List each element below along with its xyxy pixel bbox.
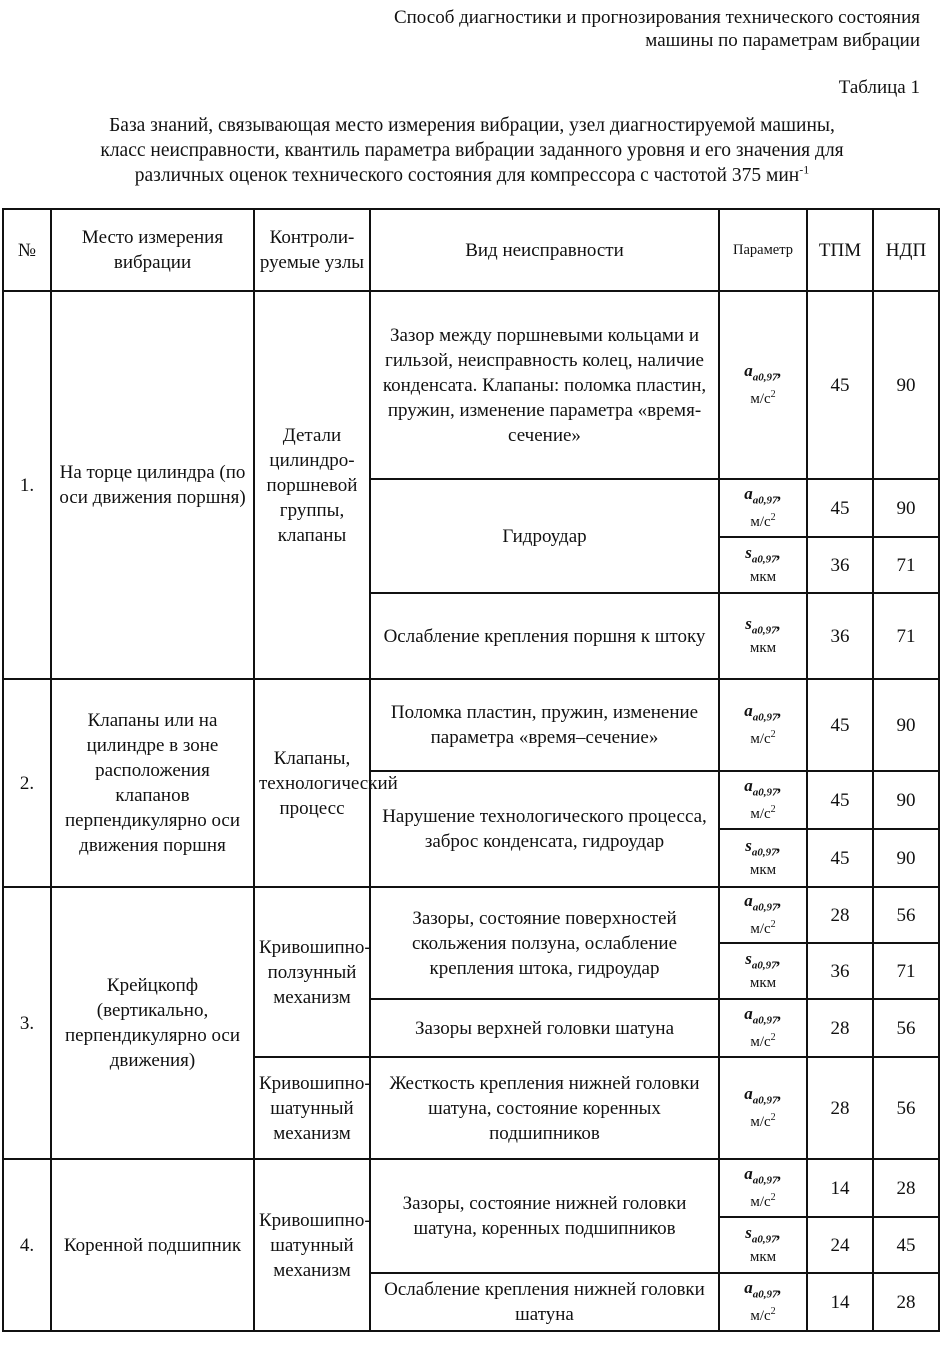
param-unit bbox=[721, 916, 805, 938]
tpm-value: 36 bbox=[807, 593, 873, 679]
param-symbol-sub: a0,97 bbox=[751, 846, 777, 859]
tpm-value: 45 bbox=[807, 291, 873, 479]
fault-type: Жесткость крепления нижней головки шатуна, состояние коренных подшипников bbox=[370, 1057, 719, 1159]
param-symbol-base: a bbox=[744, 1083, 753, 1103]
measurement-place: На торце цилиндра (по оси движения поршня) bbox=[51, 291, 254, 679]
param-symbol-sub: a0,97 bbox=[752, 901, 778, 914]
param-unit-exponent: 2 bbox=[770, 1112, 776, 1124]
param-unit-text: м/с bbox=[750, 391, 771, 408]
param-unit-text: м/с bbox=[750, 1114, 771, 1131]
table-body bbox=[3, 291, 939, 1331]
ndp-value: 71 bbox=[873, 593, 939, 679]
param-symbol-base: a bbox=[744, 483, 753, 503]
param-symbol: $a_{a0,97}$, bbox=[744, 700, 782, 724]
param-symbol-base: a bbox=[744, 1277, 753, 1297]
fault-type: Зазоры, состояние нижней головки шатуна, коренных подшипников bbox=[370, 1159, 719, 1273]
param-cell bbox=[719, 887, 807, 943]
table-row bbox=[3, 1159, 939, 1217]
param-unit bbox=[721, 1189, 805, 1211]
param-symbol-sub: a0,97 bbox=[752, 494, 778, 507]
fault-type: Нарушение технологического процесса, заброс конденсата, гидроудар bbox=[370, 771, 719, 887]
fault-type: Гидроудар bbox=[370, 479, 719, 593]
fault-type: Зазор между поршневыми кольцами и гильзой, неисправность колец, наличие конденсата. Клапаны: поломка пластин, пружин, изменение параметра «время-сечение» bbox=[370, 291, 719, 479]
param-unit-exponent: 2 bbox=[770, 729, 776, 741]
tpm-value: 45 bbox=[807, 679, 873, 771]
param-symbol-sub: a0,97 bbox=[751, 553, 777, 566]
controlled-unit: Кривошипно-ползунный механизм bbox=[254, 887, 370, 1057]
document-title-line1: Способ диагностики и прогнозирования технического состояния bbox=[393, 7, 920, 28]
ndp-value: 90 bbox=[873, 829, 939, 887]
tpm-value: 45 bbox=[807, 479, 873, 537]
tpm-value: 36 bbox=[807, 943, 873, 999]
ndp-value: 90 bbox=[873, 479, 939, 537]
param-unit bbox=[721, 509, 805, 531]
param-unit-exponent: 2 bbox=[770, 1032, 776, 1044]
param-symbol-base: a bbox=[744, 700, 753, 720]
controlled-unit: Детали цилиндро-поршневой группы, клапаны bbox=[254, 291, 370, 679]
ndp-value: 90 bbox=[873, 291, 939, 479]
row-number: 1. bbox=[3, 291, 51, 679]
param-unit bbox=[721, 640, 805, 657]
param-unit bbox=[721, 975, 805, 992]
param-cell bbox=[719, 829, 807, 887]
col-header-param: Параметр bbox=[719, 209, 807, 291]
param-symbol: $a_{a0,97}$, bbox=[744, 483, 782, 507]
param-unit-text: м/с bbox=[750, 731, 771, 748]
param-symbol-base: s bbox=[745, 1223, 752, 1243]
knowledge-base-table bbox=[2, 208, 940, 1332]
fault-type: Ослабление крепления поршня к штоку bbox=[370, 593, 719, 679]
fault-type: Поломка пластин, пружин, изменение параметра «время–сечение» bbox=[370, 679, 719, 771]
param-symbol-base: a bbox=[744, 1163, 753, 1183]
ndp-value: 28 bbox=[873, 1159, 939, 1217]
param-unit-text: мкм bbox=[749, 639, 777, 656]
ndp-value: 28 bbox=[873, 1273, 939, 1331]
row-number: 4. bbox=[3, 1159, 51, 1331]
caption-line3-text: различных оценок технического состояния для компрессора с частотой 375 мин bbox=[134, 165, 800, 186]
ndp-value: 45 bbox=[873, 1217, 939, 1273]
param-symbol-sub: a0,97 bbox=[752, 1288, 778, 1301]
caption-exponent: -1 bbox=[799, 162, 810, 177]
table-label: Таблица 1 bbox=[838, 77, 920, 98]
fault-type: Зазоры верхней головки шатуна bbox=[370, 999, 719, 1057]
param-unit-text: мкм bbox=[749, 974, 777, 991]
param-symbol: $a_{a0,97}$, bbox=[744, 360, 782, 384]
param-symbol-base: s bbox=[745, 543, 752, 563]
measurement-place: Крейцкопф (вертикально, перпендикулярно оси движения) bbox=[51, 887, 254, 1159]
param-unit-exponent: 2 bbox=[770, 919, 776, 931]
col-header-place: Место измерения вибрации bbox=[51, 209, 254, 291]
param-symbol-sub: a0,97 bbox=[752, 1094, 778, 1107]
param-symbol: $a_{a0,97}$, bbox=[744, 775, 782, 799]
caption-line3 bbox=[20, 163, 924, 188]
param-unit-exponent: 2 bbox=[770, 1306, 776, 1318]
row-number: 2. bbox=[3, 679, 51, 887]
param-symbol: $s_{a0,97}$, bbox=[745, 543, 781, 566]
table-row bbox=[3, 291, 939, 479]
tpm-value: 14 bbox=[807, 1159, 873, 1217]
param-symbol-sub: a0,97 bbox=[752, 371, 778, 384]
caption-line1: База знаний, связывающая место измерения вибрации, узел диагностируемой машины, bbox=[109, 115, 835, 136]
param-symbol-base: a bbox=[744, 1003, 753, 1023]
param-cell bbox=[719, 291, 807, 479]
param-symbol-base: a bbox=[744, 890, 753, 910]
param-symbol: $s_{a0,97}$, bbox=[745, 1223, 781, 1246]
param-unit-exponent: 2 bbox=[770, 389, 776, 401]
param-unit bbox=[721, 386, 805, 408]
param-symbol-sub: a0,97 bbox=[752, 786, 778, 799]
param-symbol-sub: a0,97 bbox=[752, 711, 778, 724]
param-unit bbox=[721, 1109, 805, 1131]
param-cell bbox=[719, 1217, 807, 1273]
param-cell bbox=[719, 943, 807, 999]
param-symbol: $a_{a0,97}$, bbox=[744, 1083, 782, 1107]
tpm-value: 28 bbox=[807, 887, 873, 943]
controlled-unit: Кривошипно-шатунный механизм bbox=[254, 1057, 370, 1159]
param-unit bbox=[721, 862, 805, 879]
param-symbol-sub: a0,97 bbox=[751, 1233, 777, 1246]
tpm-value: 28 bbox=[807, 1057, 873, 1159]
param-cell bbox=[719, 679, 807, 771]
param-unit-text: м/с bbox=[750, 1308, 771, 1325]
param-cell bbox=[719, 1273, 807, 1331]
tpm-value: 45 bbox=[807, 771, 873, 829]
ndp-value: 90 bbox=[873, 679, 939, 771]
param-cell bbox=[719, 593, 807, 679]
param-cell bbox=[719, 537, 807, 593]
tpm-value: 24 bbox=[807, 1217, 873, 1273]
param-symbol-base: s bbox=[745, 836, 752, 856]
caption-line2: класс неисправности, квантиль параметра вибрации заданного уровня и его значения для bbox=[100, 140, 844, 161]
param-symbol: $a_{a0,97}$, bbox=[744, 890, 782, 914]
param-unit-text: м/с bbox=[750, 1034, 771, 1051]
fault-type: Ослабление крепления нижней головки шатуна bbox=[370, 1273, 719, 1331]
col-header-tpm: ТПМ bbox=[807, 209, 873, 291]
param-unit-text: м/с bbox=[750, 806, 771, 823]
param-cell bbox=[719, 771, 807, 829]
document-title bbox=[220, 6, 920, 52]
col-header-num: № bbox=[3, 209, 51, 291]
param-cell bbox=[719, 999, 807, 1057]
tpm-value: 45 bbox=[807, 829, 873, 887]
table-row bbox=[3, 679, 939, 771]
param-unit bbox=[721, 726, 805, 748]
tpm-value: 14 bbox=[807, 1273, 873, 1331]
ndp-value: 90 bbox=[873, 771, 939, 829]
param-symbol-sub: a0,97 bbox=[752, 1174, 778, 1187]
ndp-value: 56 bbox=[873, 999, 939, 1057]
table-caption bbox=[20, 113, 924, 188]
param-symbol-sub: a0,97 bbox=[751, 959, 777, 972]
measurement-place: Коренной подшипник bbox=[51, 1159, 254, 1331]
param-unit-text: м/с bbox=[750, 514, 771, 531]
param-symbol-base: a bbox=[744, 775, 753, 795]
param-unit-exponent: 2 bbox=[770, 1192, 776, 1204]
param-cell bbox=[719, 1159, 807, 1217]
param-symbol-base: s bbox=[745, 949, 752, 969]
param-symbol: $s_{a0,97}$, bbox=[745, 836, 781, 859]
param-symbol-sub: a0,97 bbox=[751, 624, 777, 637]
param-cell bbox=[719, 1057, 807, 1159]
param-unit-text: м/с bbox=[750, 921, 771, 938]
param-unit bbox=[721, 801, 805, 823]
param-unit-exponent: 2 bbox=[770, 804, 776, 816]
param-unit-exponent: 2 bbox=[770, 512, 776, 524]
param-unit bbox=[721, 1249, 805, 1266]
param-unit-text: мкм bbox=[749, 861, 777, 878]
param-unit bbox=[721, 1303, 805, 1325]
controlled-unit: Кривошипно-шатунный механизм bbox=[254, 1159, 370, 1331]
param-symbol: $s_{a0,97}$, bbox=[745, 614, 781, 637]
table-row bbox=[3, 887, 939, 943]
param-symbol-sub: a0,97 bbox=[752, 1014, 778, 1027]
ndp-value: 56 bbox=[873, 1057, 939, 1159]
fault-type: Зазоры, состояние поверхностей скольжения ползуна, ослабление крепления штока, гидроудар bbox=[370, 887, 719, 999]
measurement-place: Клапаны или на цилиндре в зоне расположения клапанов перпендикулярно оси движения поршня bbox=[51, 679, 254, 887]
document-title-line2: машины по параметрам вибрации bbox=[645, 30, 920, 51]
param-symbol-base: a bbox=[744, 360, 753, 380]
col-header-units: Контроли-руемые узлы bbox=[254, 209, 370, 291]
param-unit-text: мкм bbox=[749, 568, 777, 585]
param-unit bbox=[721, 569, 805, 586]
param-symbol: $a_{a0,97}$, bbox=[744, 1277, 782, 1301]
param-symbol: $a_{a0,97}$, bbox=[744, 1163, 782, 1187]
param-unit-text: мкм bbox=[749, 1248, 777, 1265]
param-unit-text: м/с bbox=[750, 1194, 771, 1211]
row-number: 3. bbox=[3, 887, 51, 1159]
param-symbol: $s_{a0,97}$, bbox=[745, 949, 781, 972]
ndp-value: 56 bbox=[873, 887, 939, 943]
tpm-value: 36 bbox=[807, 537, 873, 593]
table-header-row bbox=[3, 209, 939, 291]
param-unit bbox=[721, 1029, 805, 1051]
col-header-ndp: НДП bbox=[873, 209, 939, 291]
tpm-value: 28 bbox=[807, 999, 873, 1057]
param-symbol: $a_{a0,97}$, bbox=[744, 1003, 782, 1027]
controlled-unit: Клапаны, технологический процесс bbox=[254, 679, 370, 887]
ndp-value: 71 bbox=[873, 537, 939, 593]
param-cell bbox=[719, 479, 807, 537]
col-header-fault: Вид неисправности bbox=[370, 209, 719, 291]
ndp-value: 71 bbox=[873, 943, 939, 999]
param-symbol-base: s bbox=[745, 614, 752, 634]
